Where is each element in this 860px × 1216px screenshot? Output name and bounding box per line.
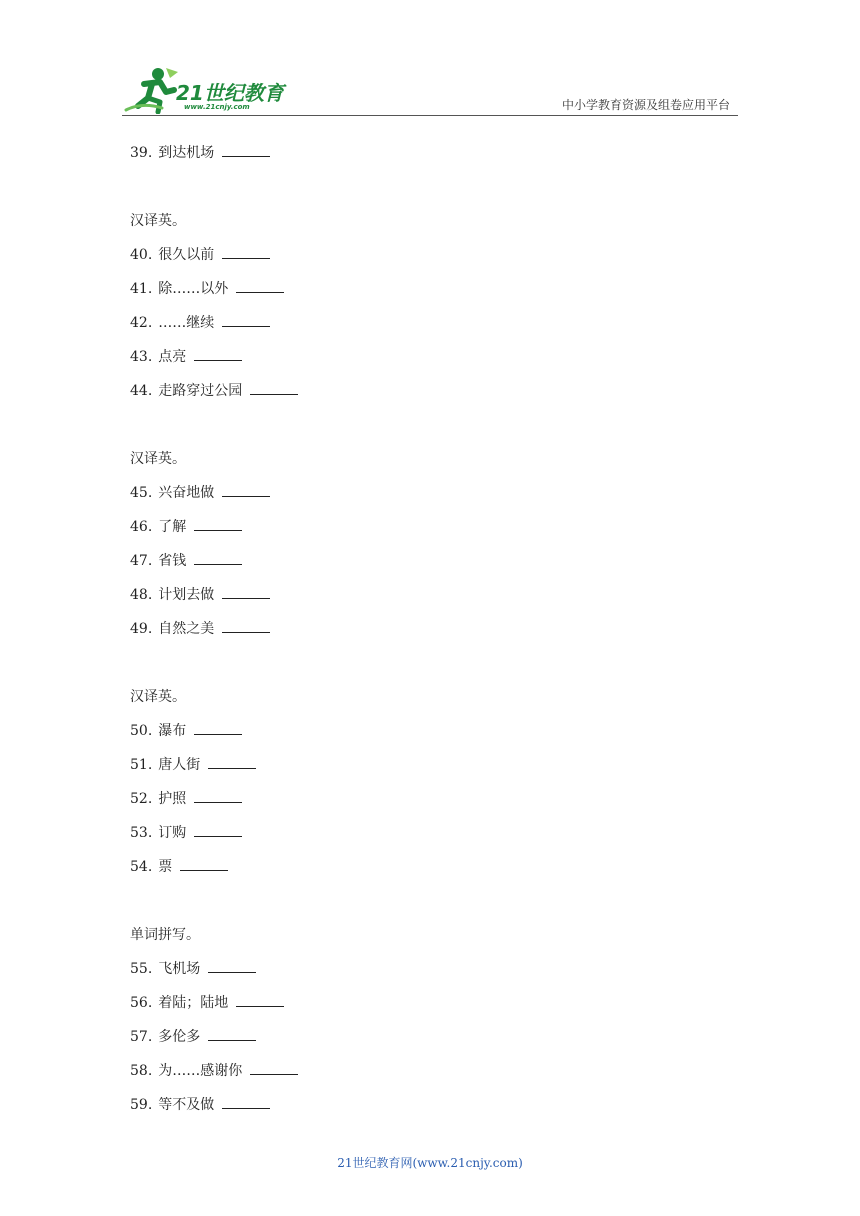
exercise-item [130, 986, 750, 1020]
exercise-item [130, 952, 750, 986]
exercise-item [130, 714, 750, 748]
item-prompt: 瀑布 [158, 723, 187, 739]
answer-blank[interactable] [222, 620, 270, 633]
exercise-item [130, 748, 750, 782]
exercise-item [130, 816, 750, 850]
answer-blank[interactable] [194, 790, 242, 803]
item-prompt: 很久以前 [158, 247, 215, 263]
item-number: 39. [130, 145, 153, 161]
item-prompt: 护照 [158, 791, 187, 807]
logo-text: 21世纪教育 [176, 81, 284, 105]
answer-blank[interactable] [222, 314, 270, 327]
item-number: 54. [130, 859, 153, 875]
exercise-item [130, 306, 750, 340]
exercise-item [130, 850, 750, 884]
answer-blank[interactable] [194, 722, 242, 735]
item-number: 50. [130, 723, 153, 739]
item-prompt: 兴奋地做 [158, 485, 215, 501]
answer-blank[interactable] [236, 994, 284, 1007]
answer-blank[interactable] [236, 280, 284, 293]
exercise-item [130, 340, 750, 374]
exercise-item [130, 578, 750, 612]
item-prompt: 票 [158, 859, 173, 875]
exercise-section [130, 204, 750, 408]
item-number: 57. [130, 1029, 153, 1045]
item-number: 51. [130, 757, 153, 773]
exercise-item [130, 510, 750, 544]
answer-blank[interactable] [208, 1028, 256, 1041]
item-number: 55. [130, 961, 153, 977]
section-heading: 单词拼写。 [130, 927, 200, 943]
item-number: 44. [130, 383, 153, 399]
item-number: 47. [130, 553, 153, 569]
answer-blank[interactable] [222, 586, 270, 599]
answer-blank[interactable] [180, 858, 228, 871]
item-number: 41. [130, 281, 153, 297]
item-prompt: 订购 [158, 825, 187, 841]
exercise-section [130, 918, 750, 1122]
answer-blank[interactable] [222, 144, 270, 157]
header-divider [122, 115, 738, 116]
answer-blank[interactable] [250, 1062, 298, 1075]
item-prompt: 到达机场 [158, 145, 215, 161]
answer-blank[interactable] [208, 960, 256, 973]
item-prompt: 走路穿过公园 [158, 383, 243, 399]
exercise-item [130, 782, 750, 816]
answer-blank[interactable] [222, 246, 270, 259]
page-header [0, 0, 860, 120]
exercise-section [130, 136, 750, 170]
item-prompt: 多伦多 [158, 1029, 201, 1045]
item-prompt: 计划去做 [158, 587, 215, 603]
section-heading: 汉译英。 [130, 689, 186, 705]
platform-title: 中小学教育资源及组卷应用平台 [561, 98, 730, 112]
section-heading: 汉译英。 [130, 213, 186, 229]
item-number: 42. [130, 315, 153, 331]
answer-blank[interactable] [222, 1096, 270, 1109]
section-heading: 汉译英。 [130, 451, 186, 467]
item-prompt: 省钱 [158, 553, 187, 569]
item-number: 52. [130, 791, 153, 807]
exercise-content [130, 136, 750, 1122]
item-prompt: 点亮 [158, 349, 187, 365]
item-prompt: 飞机场 [158, 961, 201, 977]
exercise-item [130, 1020, 750, 1054]
answer-blank[interactable] [194, 518, 242, 531]
exercise-item [130, 1088, 750, 1122]
item-number: 48. [130, 587, 153, 603]
item-prompt: ……继续 [158, 315, 215, 331]
item-number: 53. [130, 825, 153, 841]
item-prompt: 了解 [158, 519, 187, 535]
item-prompt: 唐人街 [158, 757, 201, 773]
exercise-item [130, 374, 750, 408]
answer-blank[interactable] [208, 756, 256, 769]
exercise-item [130, 238, 750, 272]
item-prompt: 除……以外 [158, 281, 229, 297]
exercise-section [130, 442, 750, 646]
item-number: 45. [130, 485, 153, 501]
exercise-item [130, 136, 750, 170]
answer-blank[interactable] [250, 382, 298, 395]
item-prompt: 着陆；陆地 [158, 995, 229, 1011]
answer-blank[interactable] [222, 484, 270, 497]
item-prompt: 等不及做 [158, 1097, 215, 1113]
exercise-section [130, 680, 750, 884]
answer-blank[interactable] [194, 348, 242, 361]
item-number: 46. [130, 519, 153, 535]
item-prompt: 为……感谢你 [158, 1063, 243, 1079]
logo-url: www.21cnjy.com [184, 103, 250, 111]
exercise-item [130, 1054, 750, 1088]
exercise-item [130, 544, 750, 578]
item-number: 40. [130, 247, 153, 263]
footer-text[interactable]: 21世纪教育网(www.21cnjy.com) [337, 1156, 523, 1170]
exercise-item [130, 476, 750, 510]
item-number: 59. [130, 1097, 153, 1113]
item-number: 56. [130, 995, 153, 1011]
item-number: 43. [130, 349, 153, 365]
item-prompt: 自然之美 [158, 621, 215, 637]
item-number: 58. [130, 1063, 153, 1079]
answer-blank[interactable] [194, 824, 242, 837]
runner-icon [122, 66, 182, 114]
answer-blank[interactable] [194, 552, 242, 565]
item-number: 49. [130, 621, 153, 637]
exercise-item [130, 612, 750, 646]
exercise-item [130, 272, 750, 306]
brand-logo[interactable] [122, 66, 292, 118]
